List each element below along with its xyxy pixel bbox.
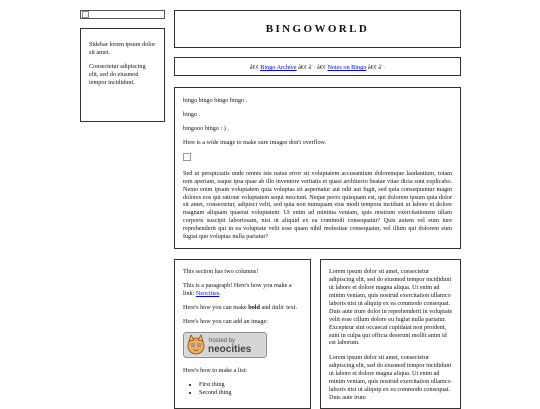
col1-text-3-a: Here's how you can make bbox=[183, 303, 247, 311]
col1-text-2 bbox=[183, 282, 302, 298]
sidebar-text-2: Consectetur adipiscing elit, sed do eiusmod tempor incididunt. bbox=[89, 62, 146, 86]
list-item: • Second thing bbox=[199, 389, 302, 397]
sidebar bbox=[80, 28, 165, 122]
main-text-1: bingo bingo bingo bingo . bbox=[183, 97, 248, 104]
site-title: BINGOWORLD bbox=[265, 23, 370, 35]
neocities-link[interactable]: Neocities bbox=[195, 289, 220, 297]
main-content bbox=[174, 87, 461, 249]
nav-link-notes-on-bingo[interactable]: Notes on Bingo bbox=[327, 64, 367, 71]
broken-image-icon bbox=[82, 11, 89, 18]
bold-text: bold bbox=[248, 303, 260, 311]
sidebar-image bbox=[80, 10, 165, 19]
column-left bbox=[174, 259, 311, 409]
badge-main-text: neocities bbox=[208, 343, 252, 355]
col2-paragraph-1: Lorem ipsum dolor sit amet, consectetur adipiscing elit, sed do eiusmod tempor incididunt ut labore et dolore magna aliqua. Ut enim ad minim veniam, quis nostrud exercitation ullamco laboris nisi ut aliquip ex ea commodo consequat. Duis aute irure dolor in reprehenderit in voluptate velit esse cillum dolore eu fugiat nulla pariatur. Excepteur sint occaecat cupidatat non proident, sunt in culpa qui officia deserunt mollit anim id est laborum. bbox=[329, 268, 453, 347]
example-list bbox=[183, 381, 302, 397]
col1-text-3 bbox=[183, 304, 302, 312]
main-text-4: Here is a wide image to make sure images don't overflow. bbox=[183, 138, 327, 146]
col1-text-1: This section has two columns! bbox=[183, 268, 259, 275]
main-paragraph: Sed ut perspiciatis unde omnis iste natus error sit voluptatem accusantium doloremque laudantium, totam rem aperiam, eaque ipsa quae ab illo inventore veritatis et quasi architecto beatae vitae dicta sunt explicabo. Nemo enim ipsam voluptatem quia voluptas sit aspernatur aut odit aut fugit, sed quia consequuntur magni dolores eos qui ratione voluptatem sequi nesciunt. Neque porro quisquam est, qui dolorem ipsum quia dolor sit amet, consectetur, adipisci velit, sed quia non numquam eius modi tempora incidunt ut labore et dolore magnam aliquam quaerat voluptatem. Ut enim ad minima veniam, quis nostrum exercitationem ullam corporis suscipit laboriosam, nisi ut aliquid ex ea commodi consequatur? Quis autem vel eum iure reprehenderit qui in ea voluptate velit esse quam nihil molestiae consequatur, vel illum qui dolorem eum fugiat quo voluptas nulla pariatur? bbox=[183, 169, 452, 241]
nav-separator: â€¢ bbox=[249, 64, 259, 71]
sidebar-text-1: Sidebar lorem ipsum dolor sit amet. bbox=[89, 41, 156, 56]
site-header bbox=[174, 10, 461, 48]
main-text-2: bingo . bbox=[183, 110, 201, 118]
nav-separator: â€¢ â¨· â€¢ bbox=[298, 64, 326, 71]
col2-paragraph-2: Lorem ipsum dolor sit amet, consectetur adipiscing elit, sed do eiusmod tempor incididunt ut labore et dolore magna aliqua. Ut enim ad minim veniam, quis nostrud exercitation ullamco laboris nisi ut aliquip ex ea commodo consequat. Duis aute irure bbox=[329, 354, 452, 402]
col1-text-2-prefix: This is a paragraph! Here's how you make a link: bbox=[183, 281, 292, 297]
broken-image-icon bbox=[183, 153, 191, 161]
nav-bar bbox=[174, 57, 461, 76]
col1-text-2-suffix: . bbox=[219, 289, 221, 297]
italic-text: italic bbox=[271, 303, 285, 311]
nav-separator: â€¢ â¨· bbox=[367, 64, 386, 71]
nav-link-bingo-archive[interactable]: Bingo Archive bbox=[260, 64, 297, 71]
neocities-cat-icon bbox=[188, 335, 204, 354]
list-item: • First thing bbox=[199, 381, 302, 389]
badge-top-text: hosted by bbox=[209, 337, 236, 344]
col1-text-3-c: text. bbox=[286, 303, 298, 311]
col1-text-4: Here's how you can add an image: bbox=[183, 317, 268, 325]
hosted-by-neocities-badge[interactable] bbox=[183, 332, 267, 358]
main-text-3: bingooo bingo : ) . bbox=[183, 124, 229, 132]
wide-image bbox=[183, 153, 452, 164]
column-right bbox=[320, 259, 461, 409]
col1-text-3-b: and bbox=[261, 303, 271, 311]
col1-text-5: Here's how to make a list: bbox=[183, 366, 248, 374]
